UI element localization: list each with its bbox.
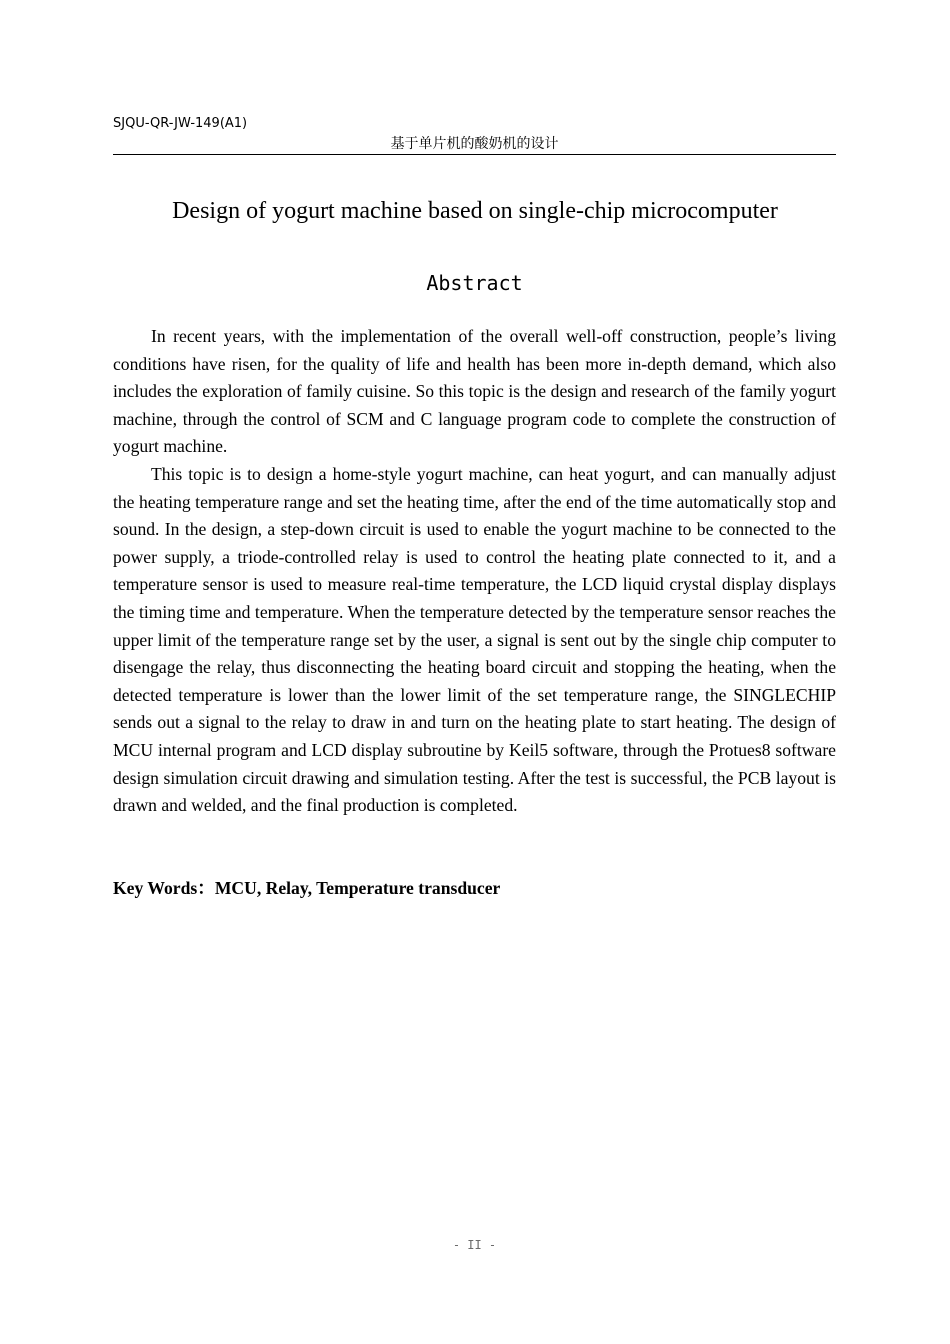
- abstract-paragraph: In recent years, with the implementation of the overall well-off construction, people’s living conditions have risen, for the quality of life and health has been more in-depth demand, which also includes the exploration of family cuisine. So this topic is the design and research of the family yogurt machine, through the control of SCM and C language program code to complete the construction of yogurt machine.: [113, 326, 836, 457]
- header-divider: [113, 154, 836, 155]
- abstract-body: [113, 323, 836, 820]
- abstract-heading: Abstract: [426, 271, 523, 295]
- keywords-line: Key Words：MCU, Relay, Temperature transducer: [113, 878, 501, 898]
- running-header-title: 基于单片机的酸奶机的设计: [390, 136, 559, 152]
- document-code: SJQU-QR-JW-149(A1): [113, 116, 248, 131]
- paper-title: Design of yogurt machine based on single-chip microcomputer: [172, 198, 778, 224]
- abstract-paragraph: This topic is to design a home-style yogurt machine, can heat yogurt, and can manually adjust the heating temperature range and set the heating time, after the end of the time automatically stop and sound. In the design, a step-down circuit is used to enable the yogurt machine to be connected to the power supply, a triode-controlled relay is used to control the heating plate connected to it, and a temperature sensor is used to measure real-time temperature, the LCD liquid crystal display displays the timing time and temperature. When the temperature detected by the temperature sensor reaches the upper limit of the temperature range set by the user, a signal is sent out by the single chip computer to disengage the relay, thus disconnecting the heating board circuit and stopping the heating, when the detected temperature is lower than the lower limit of the set temperature range, the SINGLECHIP sends out a signal to the relay to draw in and turn on the heating plate to start heating. The design of MCU internal program and LCD display subroutine by Keil5 software, through the Protues8 software design simulation circuit drawing and simulation testing. After the test is successful, the PCB layout is drawn and welded, and the final production is completed.: [113, 463, 836, 816]
- page-number: - II -: [452, 1238, 497, 1252]
